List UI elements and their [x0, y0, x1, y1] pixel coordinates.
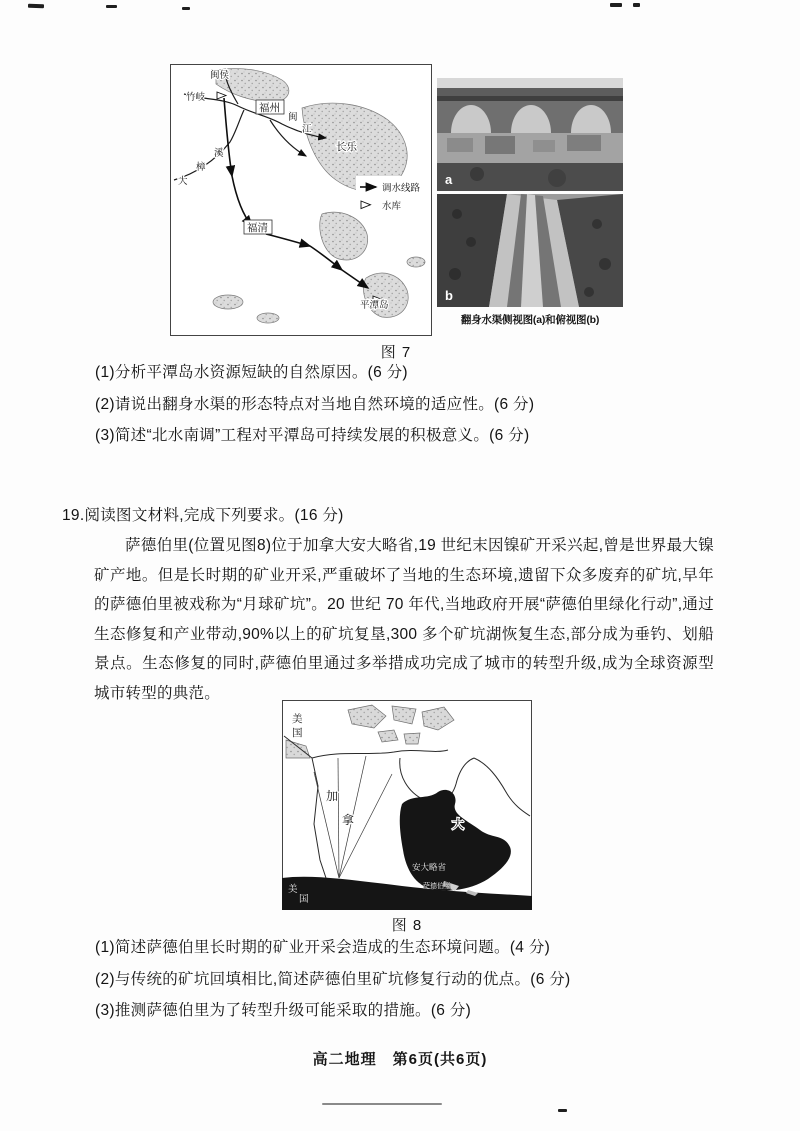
label-canada-3: 大 — [452, 817, 465, 831]
page-footer: 高二地理 第6页(共6页) — [312, 1051, 488, 1068]
question-19-header: 19.阅读图文材料,完成下列要求。(16 分) — [62, 507, 344, 524]
scan-artifact — [322, 1103, 442, 1105]
map-label-changle: 长乐 — [336, 141, 357, 153]
label-usa-top-2: 国 — [292, 727, 303, 739]
map-label-dazhangxi-2: 樟 — [196, 162, 206, 173]
photo-b-letter: b — [445, 288, 453, 303]
scan-artifact — [633, 3, 640, 7]
map-label-min-river-2: 江 — [302, 124, 312, 135]
map-label-dazhangxi-3: 溪 — [214, 148, 224, 159]
label-canada-1: 加 — [326, 789, 339, 803]
canal-photos — [437, 78, 623, 327]
photo-a — [437, 78, 623, 191]
scan-artifact — [558, 1109, 567, 1112]
photo-b-image — [437, 194, 623, 307]
label-usa-bottom-2: 国 — [299, 894, 309, 905]
fujian-water-transfer-map — [170, 64, 432, 336]
sudbury-dot — [417, 883, 420, 886]
photo-caption: 翻身水渠侧视图(a)和俯视图(b) — [460, 314, 600, 326]
label-ontario: 安大略省 — [412, 862, 447, 872]
photo-a-letter: a — [445, 172, 453, 187]
question-19-passage: 萨德伯里(位置见图8)位于加拿大安大略省,19 世纪末因镍矿开采兴起,曾是世界最大镍矿产地。但是长时期的矿业开采,严重破坏了当地的生态环境,遗留下众多废弃的矿坑,早年的萨德伯里被戏称为“月球矿坑”。20 世纪 70 年代,当地政府开展“萨德伯里绿化行动”,通过生态修复和产业带动,90%以上的矿坑复垦,300 多个矿坑湖恢复生态,部分成为垂钓、划船景点。生态修复的同时,萨德伯里通过多举措成功完成了城市的转型升级,成为全球资源型城市转型的典范。 — [94, 537, 714, 702]
label-usa-bottom-1: 美 — [288, 884, 298, 895]
legend-transfer-line-label: 调水线路 — [382, 183, 421, 194]
photo-a-image — [437, 78, 623, 191]
question-item: (1)分析平潭岛水资源短缺的自然原因。(6 分) — [95, 364, 408, 381]
question-item: (2)请说出翻身水渠的形态特点对当地自然环境的适应性。(6 分) — [95, 395, 535, 413]
map-label-dazhangxi-1: 大 — [178, 176, 188, 187]
label-sudbury: 萨德伯里 — [423, 883, 451, 890]
question-item: (3)推测萨德伯里为了转型升级可能采取的措施。(6 分) — [95, 1002, 472, 1019]
question-18-subitems — [95, 363, 534, 458]
scan-artifact — [28, 4, 44, 9]
canada-map — [282, 700, 532, 910]
canada-map-svg — [282, 700, 532, 910]
fujian-map-svg — [170, 64, 432, 336]
photo-b — [437, 194, 623, 307]
label-canada-2: 拿 — [342, 813, 355, 827]
map-label-fuqing: 福清 — [247, 222, 268, 234]
scan-artifact — [610, 3, 622, 7]
question-item: (3)简述“北水南调”工程对平潭岛可持续发展的积极意义。(6 分) — [95, 427, 530, 444]
map-label-minhou: 闽侯 — [210, 70, 230, 81]
map-label-pingtandao: 平潭岛 — [360, 300, 389, 311]
label-usa-top-1: 美 — [292, 713, 303, 725]
scan-artifact — [182, 7, 190, 10]
map-label-zhuqi: 竹岐 — [186, 92, 206, 103]
question-item: (2)与传统的矿坑回填相比,简述萨德伯里矿坑修复行动的优点。(6 分) — [95, 970, 571, 988]
scan-artifact — [106, 5, 117, 8]
map-label-min-river-1: 闽 — [288, 112, 298, 123]
question-item: (1)简述萨德伯里长时期的矿业开采会造成的生态环境问题。(4 分) — [95, 939, 551, 956]
figure-8-caption: 图 8 — [391, 917, 423, 934]
map-legend — [356, 176, 428, 214]
map-label-fuzhou: 福州 — [259, 102, 280, 114]
question-19-subitems — [95, 938, 571, 1033]
figure-7-caption: 图 7 — [380, 344, 412, 361]
legend-reservoir-label: 水库 — [382, 201, 402, 212]
